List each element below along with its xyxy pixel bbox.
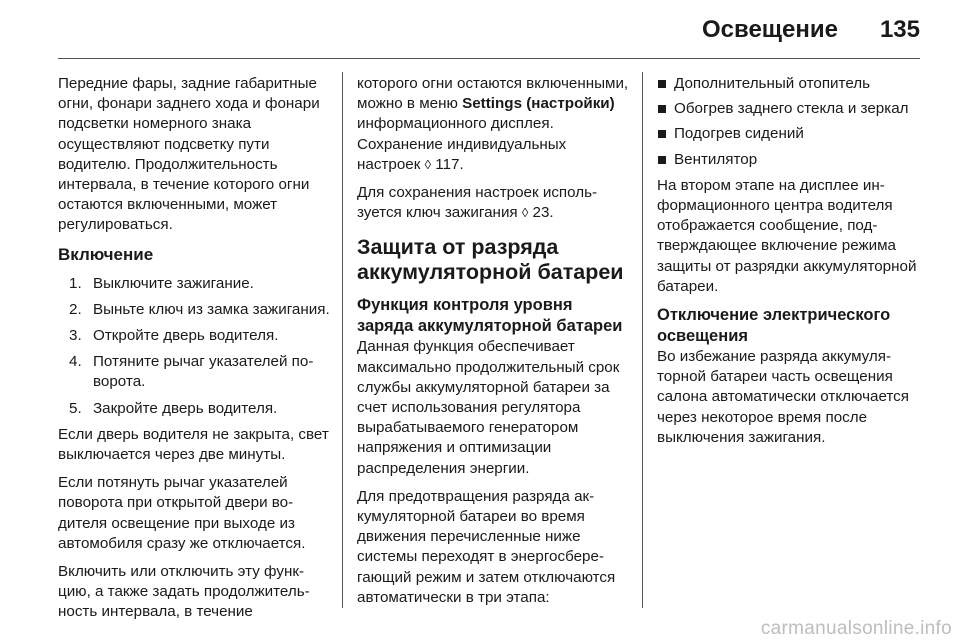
steps-list	[58, 274, 330, 419]
body-paragraph	[357, 74, 629, 175]
list-item	[657, 74, 927, 94]
step-text: Выключите зажигание.	[93, 274, 254, 292]
section-heading-battery: Защита от разряда аккумуляторной батареи	[357, 235, 624, 285]
body-paragraph: Для предотвращения разряда аккумуляторной батареи во время движения перечисленные ниже системы переходят в энергосберегающий режим и затем отключаются автоматически в три этапа:	[357, 487, 616, 606]
list-item	[69, 352, 330, 392]
subsection-heading: Отключение электрического освещения	[657, 306, 891, 346]
step-text: Откройте дверь водителя.	[93, 327, 279, 345]
page-title: Освещение	[702, 16, 838, 43]
text-run: Для сохранения настроек используется ключ зажигания	[357, 184, 598, 222]
page-reference: 117.	[431, 155, 464, 173]
square-bullet-icon	[658, 156, 666, 164]
step-number: 1.	[69, 274, 82, 292]
body-paragraph: Включить или отключить эту функцию, а также задать продолжительность интервала, в течение	[58, 563, 310, 621]
body-paragraph: Если потянуть рычаг указателей поворота при открытой двери водителя освещение при выходе из автомобиля сразу же отключается.	[58, 474, 306, 552]
body-paragraph: Если дверь водителя не закрыта, свет выключается через две минуты.	[58, 425, 329, 464]
column-2	[357, 74, 629, 608]
bullet-text: Подогрев сидений	[674, 125, 804, 143]
square-bullet-icon	[658, 105, 666, 113]
column-divider-1	[342, 72, 343, 608]
column-divider-2	[642, 72, 643, 608]
square-bullet-icon	[658, 80, 666, 88]
list-item	[657, 99, 927, 119]
step-text: Потяните рычаг указателей поворота.	[93, 353, 314, 391]
square-bullet-icon	[658, 130, 666, 138]
bullet-text: Обогрев заднего стекла и зеркал	[674, 100, 909, 118]
page-reference: 23.	[528, 204, 554, 222]
list-item	[69, 326, 330, 346]
column-3	[657, 74, 927, 456]
body-paragraph: Во избежание разряда аккумуляторной батареи часть освещения салона автоматически отключается через некоторое время после выключения зажигания.	[657, 348, 909, 446]
page-reference-icon: ◊	[521, 205, 529, 221]
page-reference-icon: ◊	[424, 156, 432, 172]
section-heading-enable: Включение	[58, 244, 154, 264]
step-number: 3.	[69, 327, 82, 345]
page-header	[0, 0, 960, 58]
list-item	[657, 150, 927, 170]
step-number: 5.	[69, 399, 82, 417]
watermark: carmanualsonline.info	[760, 618, 952, 639]
step-number: 2.	[69, 300, 82, 318]
body-paragraph: На втором этапе на дисплее информационного центра водителя отображается сообщение, подтверждающее включение режима защиты от разрядки аккумуляторной батареи.	[657, 176, 917, 295]
list-item	[69, 274, 330, 294]
body-paragraph	[357, 183, 629, 223]
subsection-heading: Функция контроля уровня заряда аккумуляторной батареи	[357, 296, 623, 336]
step-text: Закройте дверь водителя.	[93, 399, 278, 417]
bullet-text: Дополнительный отопитель	[674, 75, 871, 92]
list-item	[69, 399, 330, 419]
header-divider	[58, 58, 920, 59]
list-item	[69, 300, 330, 320]
step-text: Выньте ключ из замка зажигания.	[93, 300, 330, 318]
intro-paragraph: Передние фары, задние габаритные огни, фонари заднего хода и фонари подсветки номерного знака осуществляют подсветку пути водителю. Продолжительность интервала, в течение которого огни остаются включенными, может регулироваться.	[58, 75, 320, 234]
body-paragraph: Данная функция обеспечивает максимально продолжительный срок службы аккумуляторной батареи за счет использования регулятора вырабатываемого генератором напряжения и оптимизации распределения энергии.	[357, 338, 620, 477]
settings-menu-label: Settings (настройки)	[462, 95, 615, 113]
column-1	[58, 74, 330, 623]
text-run: которого огни остаются включенными, можно в меню	[357, 75, 629, 113]
list-item	[657, 124, 927, 144]
bullet-text: Вентилятор	[674, 150, 758, 168]
text-run: информационного дисплея. Сохранение индивидуальных настроек	[357, 115, 567, 173]
systems-list	[657, 74, 927, 170]
page-number: 135	[879, 16, 920, 43]
step-number: 4.	[69, 353, 82, 371]
